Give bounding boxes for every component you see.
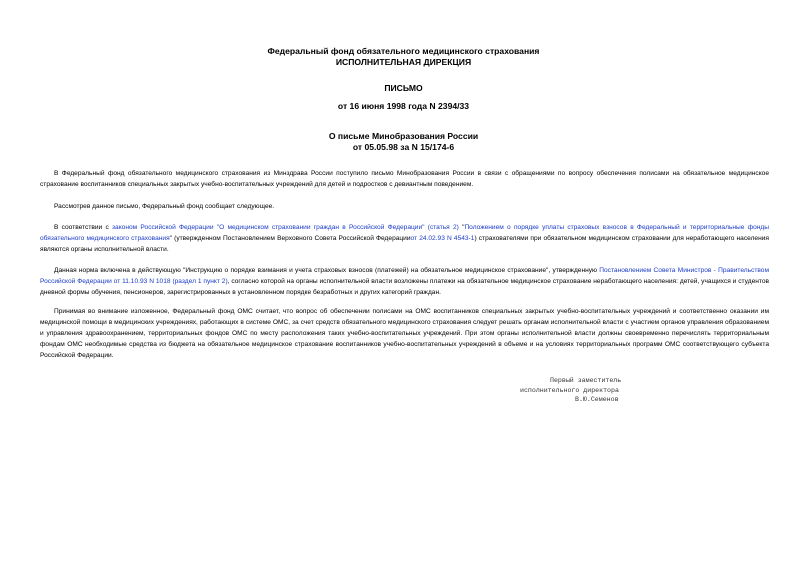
government-resolution-link[interactable]: Постановлением Совета Министров - Правительством Российской Федерации от 11.10.93 N 1018 (раздел 1 пункт 2) <box>40 267 770 285</box>
p4-text-1: Данная норма включена в действующую "Инструкцию о порядке взимания и учета страховых взносов (платежей) на обязательное медицинское страхование", утвержденную <box>54 267 600 274</box>
document-date-number: от 16 июня 1998 года N 2394/33 <box>337 101 470 111</box>
p3-text-4: ) страхователями при обязательном медицинском страховании для неработающего населения являются органы исполнительной власти. <box>40 235 769 253</box>
org-name: Федеральный фонд обязательного медицинского страхования <box>267 46 540 56</box>
signature-name: В.Ю.Семенов <box>575 396 619 403</box>
resolution-date-link[interactable]: от 24.02.93 N 4543-1 <box>410 235 475 242</box>
signature-title-1: Первый заместитель <box>550 377 622 384</box>
signature-block <box>520 376 720 405</box>
paragraph-5: Принимая во внимание изложенное, Федеральный фонд ОМС считает, что вопрос об обеспечении полисами на ОМС воспитанников специальных закрытых учебно-воспитательных учреждений и соответственно оказании им медицинской помощи в медицинских учреждениях, работающих в системе ОМС, за счет средств обязательного медицинского страхования следует решать органам исполнительной власти с участием органов управления образованием и управления здравоохранением, территориальных фондов ОМС по месту расположения таких учебно-воспитательных учреждений. При этом органы исполнительной власти должны своевременно перечислять территориальным фондам ОМС необходимые средства из бюджета на обязательное медицинское страхование воспитанников учебно-воспитательных учреждений в объеме и на условиях территориальных программ ОМС соответствующего субъекта Российской Федерации. <box>40 308 769 359</box>
paragraph-4 <box>40 265 769 298</box>
document-header <box>0 46 807 67</box>
p4-text-2: , согласно которой на органы исполнительной власти возложены платежи на обязательное медицинское страхование неработающего населения: детей, учащихся и студентов дневной формы обучения, пенсионеров, зарегистрированных в установленном порядке безработных и других категорий граждан. <box>40 278 769 296</box>
document-type: ПИСЬМО <box>384 83 423 93</box>
subject-line-2: от 05.05.98 за N 15/174-6 <box>352 141 455 152</box>
regulation-link[interactable]: Положением о порядке уплаты страховых взносов в Федеральный и территориальные фонды обязательного медицинского страхования <box>40 224 769 242</box>
paragraph-3 <box>40 222 769 255</box>
p3-text-2: " <box>458 224 465 231</box>
subject-line-1: О письме Минобразования России <box>328 131 479 141</box>
paragraph-1: В Федеральный фонд обязательного медицинского страхования из Минздрава России поступило письмо Минобразования России в связи с обращениями по вопросу обеспечения полисами на обязательное медицинское страхование воспитанников специальных закрытых учебно-воспитательных учреждений для детей и подростков с девиантным поведением. <box>40 170 769 188</box>
directorate-name: ИСПОЛНИТЕЛЬНАЯ ДИРЕКЦИЯ <box>335 56 472 67</box>
signature-title-2: исполнительного директора <box>520 386 619 394</box>
paragraph-2: Рассмотрев данное письмо, Федеральный фонд сообщает следующее. <box>54 203 275 210</box>
document-subject <box>0 131 807 152</box>
p3-text-1: В соответствии с <box>54 224 113 231</box>
p3-text-3: " (утвержденном Постановлением Верховного Совета Российской Федерации <box>169 235 411 242</box>
law-link[interactable]: законом Российской Федерации "О медицинском страховании граждан в Российской Федерации" (статья 2) <box>112 224 459 231</box>
